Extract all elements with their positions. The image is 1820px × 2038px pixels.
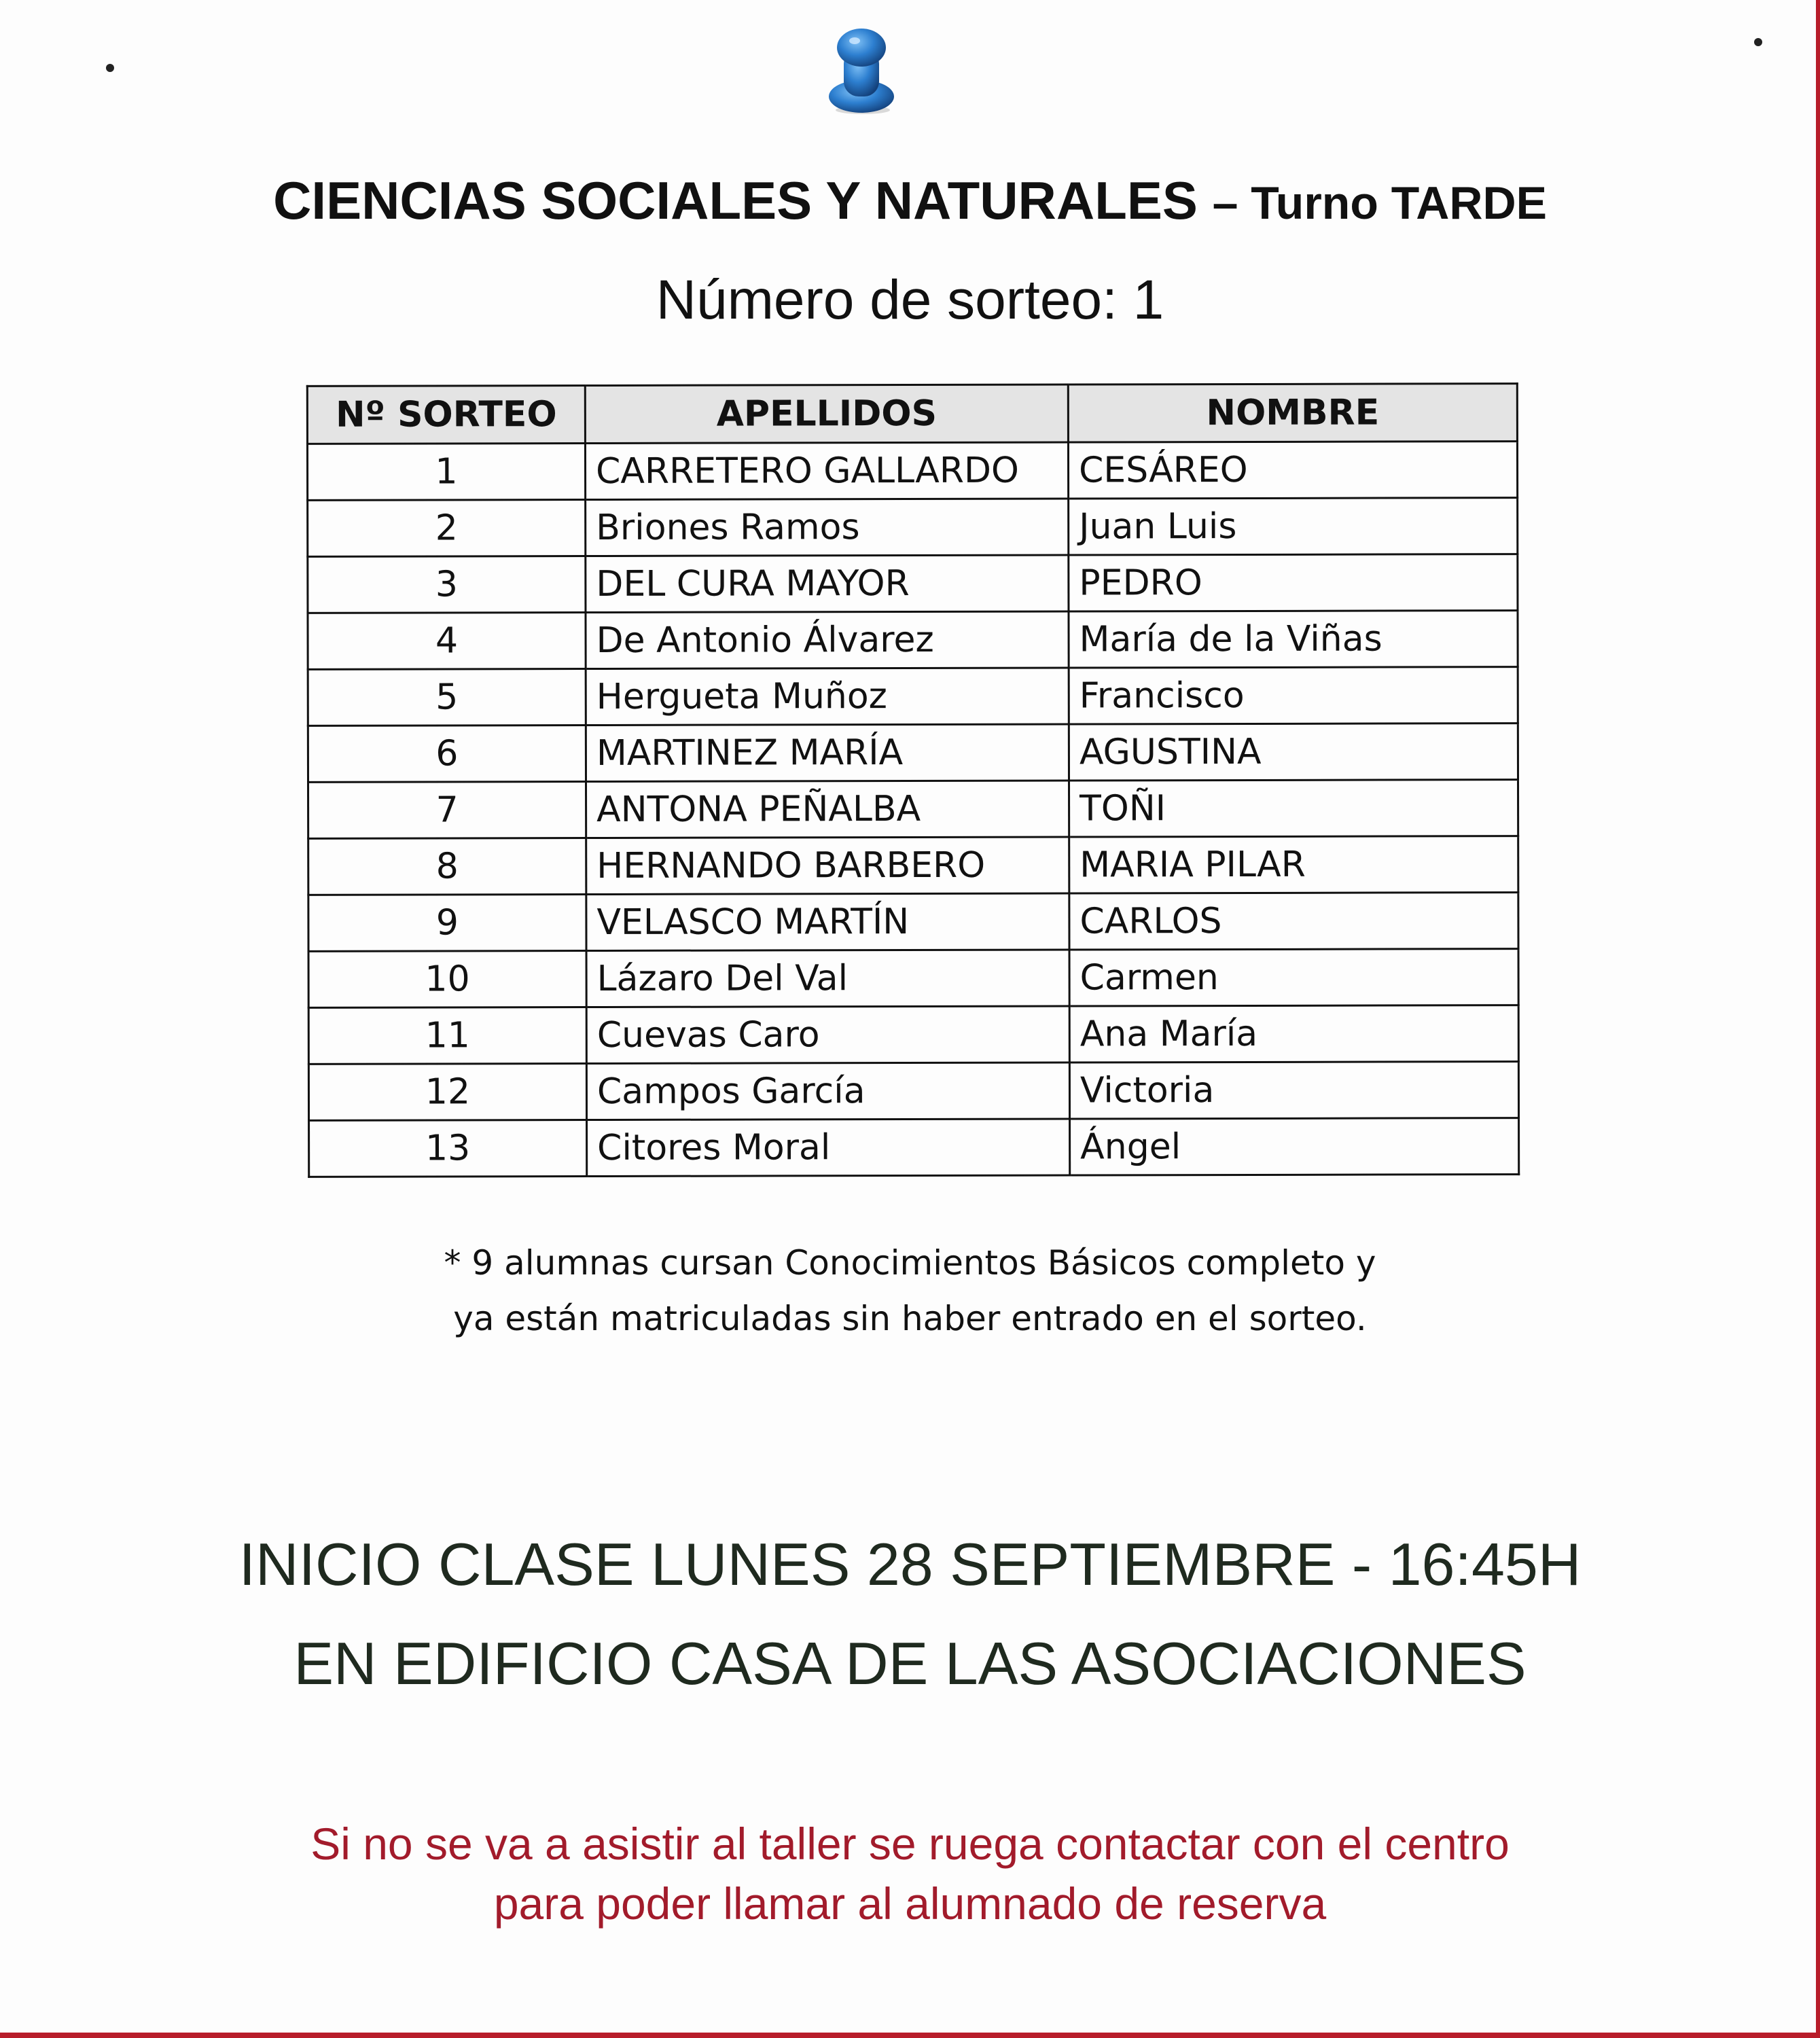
footnote-line-2: ya están matriculadas sin haber entrado en el sorteo. [453,1299,1367,1338]
cell-apellidos: MARTINEZ MARÍA [586,724,1069,781]
cell-apellidos: Cuevas Caro [586,1006,1069,1063]
cell-num: 10 [308,951,586,1008]
notice-line-1: INICIO CLASE LUNES 28 SEPTIEMBRE - 16:45H [238,1531,1582,1598]
table-row [308,949,1518,1008]
cell-apellidos: DEL CURA MAYOR [586,555,1069,612]
table-row [308,498,1518,557]
page-title [0,170,1820,232]
cell-apellidos: CARRETERO GALLARDO [585,442,1068,499]
cell-apellidos: Lázaro Del Val [586,950,1069,1007]
cell-num: 12 [308,1064,586,1121]
header-apellidos: APELLIDOS [585,385,1068,443]
title-main: CIENCIAS SOCIALES Y NATURALES [273,171,1198,230]
table-header-row [307,384,1517,444]
cell-nombre: CARLOS [1069,893,1518,950]
cell-apellidos: Briones Ramos [586,499,1069,556]
header-num: Nº SORTEO [307,386,585,444]
warning-line-2: para poder llamar al alumnado de reserva [493,1878,1327,1929]
table-row [308,723,1518,783]
cell-num: 11 [308,1007,586,1065]
cell-num: 8 [308,838,586,895]
cell-num: 1 [307,444,585,501]
header-nombre: NOMBRE [1068,384,1517,442]
cell-num: 4 [308,613,586,670]
table-row [308,1005,1518,1065]
table-row [308,611,1518,670]
cell-num: 6 [308,726,586,783]
push-pin-icon [823,26,899,115]
cell-nombre: TOÑI [1069,780,1518,837]
class-start-notice [0,1515,1820,1713]
attendance-warning [0,1814,1820,1933]
table-row [308,1062,1518,1121]
cell-num: 3 [308,556,586,613]
cell-nombre: María de la Viñas [1069,611,1518,668]
cell-apellidos: ANTONA PEÑALBA [586,781,1069,838]
cell-nombre: Ángel [1070,1118,1519,1175]
cell-nombre: MARIA PILAR [1069,836,1518,893]
table-row [308,554,1518,613]
notice-line-2: EN EDIFICIO CASA DE LAS ASOCIACIONES [293,1630,1527,1697]
cell-num: 13 [309,1120,587,1177]
cell-nombre: PEDRO [1069,554,1518,611]
cell-num: 9 [308,895,586,952]
cell-apellidos: De Antonio Álvarez [586,611,1069,668]
cell-apellidos: Hergueta Muñoz [586,668,1069,725]
cell-apellidos: Campos García [586,1062,1069,1120]
draw-results-table [306,382,1520,1178]
punch-hole-right [1754,38,1762,46]
punch-hole-left [106,64,114,72]
cell-nombre: Ana María [1069,1005,1518,1062]
cell-nombre: AGUSTINA [1069,723,1518,781]
table-row [307,442,1517,501]
red-board-edge-bottom [0,2033,1820,2038]
cell-num: 2 [308,500,586,557]
table-row [308,667,1518,726]
warning-line-1: Si no se va a asistir al taller se ruega contactar con el centro [310,1819,1510,1869]
table-row [309,1118,1519,1177]
cell-nombre: Victoria [1069,1062,1518,1119]
cell-nombre: CESÁREO [1068,442,1517,499]
table-row [308,780,1518,839]
cell-apellidos: HERNANDO BARBERO [586,837,1069,894]
cell-apellidos: Citores Moral [587,1119,1070,1176]
cell-num: 5 [308,669,586,726]
cell-nombre: Juan Luis [1069,498,1518,555]
draw-number-heading: Número de sorteo: 1 [656,269,1164,331]
cell-apellidos: VELASCO MARTÍN [586,893,1069,950]
cell-nombre: Carmen [1069,949,1518,1006]
footnote-line-1: * 9 alumnas cursan Conocimientos Básicos completo y [444,1243,1376,1283]
title-turno: – Turno TARDE [1212,177,1547,229]
footnote [0,1235,1820,1346]
cell-num: 7 [308,782,586,839]
table-row [308,836,1518,895]
cell-nombre: Francisco [1069,667,1518,724]
table-row [308,893,1518,952]
